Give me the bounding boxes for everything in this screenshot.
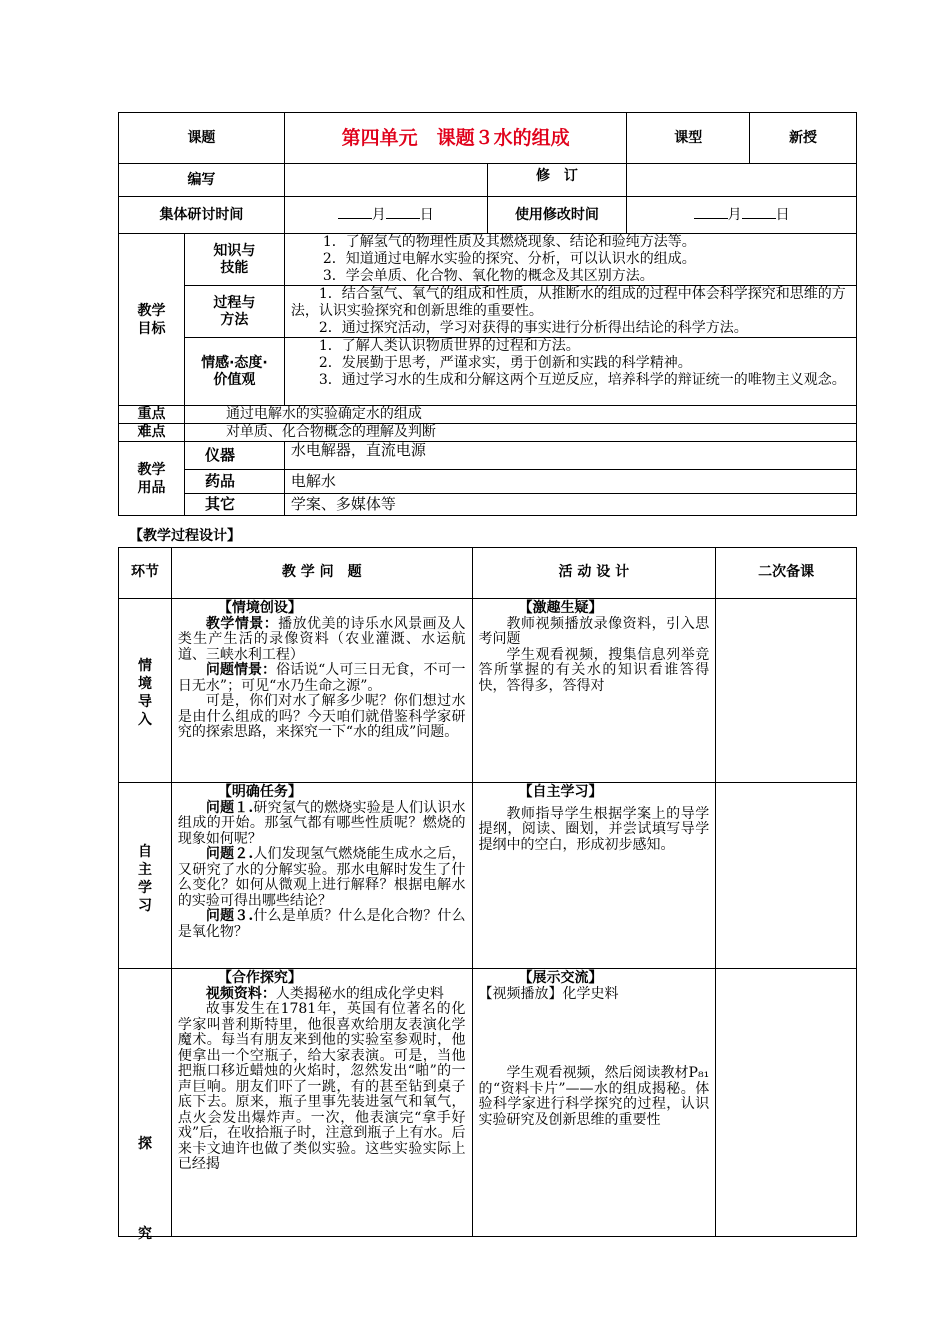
bold-lead: 教学情景： xyxy=(205,615,279,632)
second-prep-cell xyxy=(716,599,857,783)
lesson-title: 第四单元 课题３水的组成 xyxy=(284,113,626,164)
emotion-item: 2．发展勤于思考，严谨求实，勇于创新和实践的科学精神。 xyxy=(318,355,692,371)
paragraph: 什么是单质？什么是化合物？什么是氧化物？ xyxy=(177,908,466,940)
activity-cell xyxy=(472,969,716,1237)
key-point-label: 重点 xyxy=(119,406,185,424)
paragraph: 俗话说“人可三日无食，不可一日无水”；可见“水乃生命之源”。 xyxy=(177,662,466,694)
reagents-value: 电解水 xyxy=(284,470,856,494)
supplies-label: 教学用品 xyxy=(119,442,185,516)
reagents-label: 药品 xyxy=(184,470,284,494)
bold-lead: 问题２. xyxy=(205,846,254,862)
revise-label: 修 订 xyxy=(487,164,627,197)
section-heading: 【情境创设】 xyxy=(217,600,302,616)
process-content xyxy=(284,286,856,338)
type-value: 新授 xyxy=(750,113,857,164)
header-stage: 环节 xyxy=(119,548,172,599)
stage-cell xyxy=(119,969,172,1242)
question-cell xyxy=(171,599,472,783)
author-value xyxy=(284,164,487,197)
knowledge-item: 3．学会单质、化合物、氧化物的概念及其区别方法。 xyxy=(322,268,654,284)
stage-char: 究 xyxy=(137,1226,152,1242)
paragraph: 教师指导学生根据学案上的导学提纲，阅读、圈划，并尝试填写导学提纲中的空白，形成初步感知。 xyxy=(478,805,710,853)
section-heading: 【展示交流】 xyxy=(518,970,603,986)
section-heading: 【激趣生疑】 xyxy=(518,600,603,616)
paragraph: 学生观看视频，然后阅读教材P₈₁的“资料卡片”——水的组成揭秘。体验科学家进行科学探究的过程，认识实验研究及创新思维的重要性 xyxy=(478,1065,710,1128)
stage-label: 情 境 导 入 xyxy=(137,658,152,728)
bold-lead: 问题情景： xyxy=(205,662,277,678)
emotion-label: 情感·态度·价值观 xyxy=(184,338,284,406)
activity-cell xyxy=(472,599,716,783)
question-cell xyxy=(171,969,472,1237)
process-design-title: 【教学过程设计】 xyxy=(129,528,241,544)
paragraph: 可是，你们对水了解多少呢？你们想过水是由什么组成的吗？今天咱们就借鉴科学家研究的探索思路，来探究一下“水的组成”问题。 xyxy=(177,693,466,740)
stage-cell xyxy=(119,783,172,969)
paragraph: 人们发现氢气燃烧能生成水之后，又研究了水的分解实验。那水电解时发生了什么变化？如何从微观上进行解释？根据电解水的实验可得出哪些结论？ xyxy=(177,846,466,909)
stage-char: 探 xyxy=(137,1136,152,1152)
paragraph: 研究氢气的燃烧实验是人们认识水组成的开始。那氢气都有哪些性质呢？燃烧的现象如何呢？ xyxy=(177,799,466,847)
paragraph: 播放优美的诗乐水风景画及人类生产生活的录像资料（农业灌溉、水运航道、三峡水利工程） xyxy=(177,615,466,663)
bold-lead: 问题１. xyxy=(205,799,254,816)
section-heading: 【自主学习】 xyxy=(518,784,603,800)
paragraph: 人类揭秘水的组成化学史料 xyxy=(275,985,444,1002)
process-item: 2．通过探究活动，学习对获得的事实进行分析得出结论的科学方法。 xyxy=(318,320,748,336)
process-label: 过程与方法 xyxy=(184,286,284,338)
second-prep-cell xyxy=(716,969,857,1237)
others-value: 学案、多媒体等 xyxy=(284,494,856,516)
process-item: 1．结合氢气、氧气的组成和性质，从推断水的组成的过程中体会科学探究和思维的方法，认识实验探究和创新思维的重要性。 xyxy=(290,286,846,319)
use-time-value: 月 日 xyxy=(627,197,857,234)
paragraph: 学生观看视频，搜集信息列举竞答所掌握的有关水的知识看谁答得快，答得多，答得对 xyxy=(478,646,710,694)
bold-lead: 视频资料： xyxy=(205,985,276,1002)
instruments-label: 仪器 xyxy=(184,442,284,470)
lesson-label: 课题 xyxy=(119,113,285,164)
header-activity: 活 动 设 计 xyxy=(472,548,716,599)
stage-label xyxy=(136,1135,154,1242)
second-prep-cell xyxy=(716,783,857,969)
key-point-value: 通过电解水的实验确定水的组成 xyxy=(184,406,856,424)
section-heading: 【合作探究】 xyxy=(217,970,302,986)
objectives-label: 教学目标 xyxy=(119,234,185,406)
knowledge-item: 1．了解氢气的物理性质及其燃烧现象、结论和验纯方法等。 xyxy=(322,234,696,250)
paragraph: 【视频播放】化学史料 xyxy=(478,985,619,1002)
emotion-item: 3．通过学习水的生成和分解这两个互逆反应，培养科学的辩证统一的唯物主义观念。 xyxy=(318,372,846,388)
others-label: 其它 xyxy=(184,494,284,516)
paragraph: 故事发生在1781年，英国有位著名的化学家叫普利斯特里，他很喜欢给朋友表演化学魔术。每当有朋友来到他的实验室参观时，他便拿出一个空瓶子，给大家表演。可是，当他把瓶口移近蜡烛的火焰时，忽然发出“啪”的一声巨响。朋友们吓了一跳，有的甚至钻到桌子底下去。原来，瓶子里事先装进氢气和氧气，点火会发出爆炸声。一次，他表演完“拿手好戏”后，在收拾瓶子时，注意到瓶子上有水。后来卡文迪许也做了类似实验。这些实验实际上已经揭 xyxy=(177,1001,466,1172)
stage-label: 自 主 学 习 xyxy=(137,844,152,914)
emotion-content xyxy=(284,338,856,406)
type-label: 课型 xyxy=(627,113,750,164)
author-label: 编写 xyxy=(119,164,285,197)
revise-value xyxy=(627,164,857,197)
question-cell xyxy=(171,783,472,969)
knowledge-content xyxy=(284,234,856,286)
stage-cell xyxy=(119,599,172,783)
difficulty-label: 难点 xyxy=(119,424,185,442)
process-table xyxy=(118,547,857,1242)
activity-cell xyxy=(472,783,716,969)
collective-time-label: 集体研讨时间 xyxy=(119,197,285,234)
section-heading: 【明确任务】 xyxy=(217,784,302,800)
bold-lead: 问题３. xyxy=(205,908,254,924)
collective-time-value: 月 日 xyxy=(284,197,487,234)
lesson-info-table xyxy=(118,112,857,516)
paragraph: 教师视频播放录像资料，引入思考问题 xyxy=(478,615,710,647)
use-time-label: 使用修改时间 xyxy=(487,197,627,234)
knowledge-item: 2．知道通过电解水实验的探究、分析，可以认识水的组成。 xyxy=(322,251,696,267)
header-question: 教 学 问 题 xyxy=(171,548,472,599)
emotion-item: 1．了解人类认识物质世界的过程和方法。 xyxy=(318,338,580,354)
instruments-value: 水电解器，直流电源 xyxy=(284,442,856,470)
difficulty-value: 对单质、化合物概念的理解及判断 xyxy=(184,424,856,442)
knowledge-label: 知识与技能 xyxy=(184,234,284,286)
header-second-prep: 二次备课 xyxy=(716,548,857,599)
